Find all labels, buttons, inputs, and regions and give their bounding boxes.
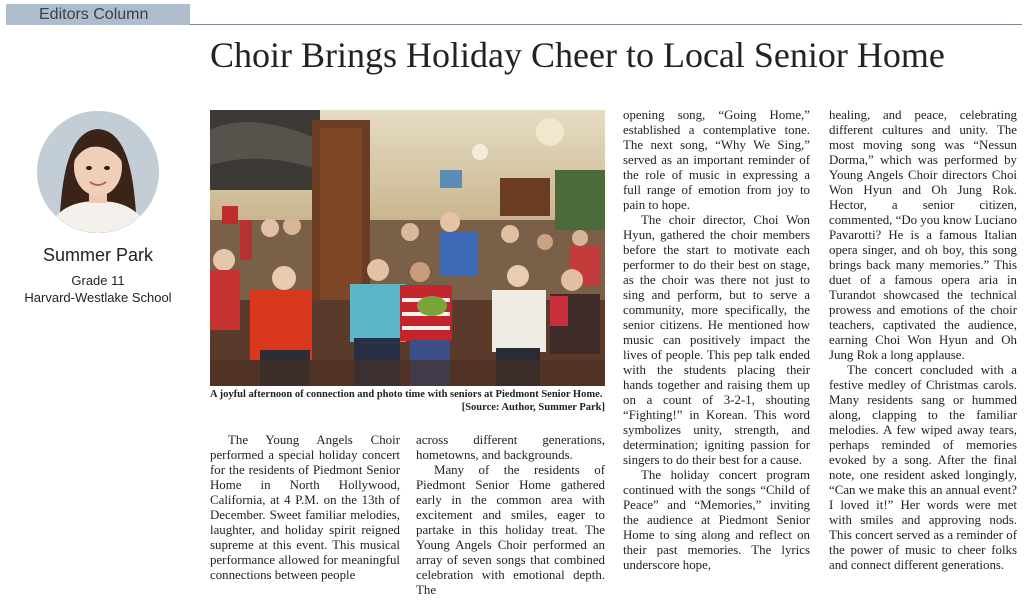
paragraph: Many of the residents of Piedmont Senior Home gathered early in the common area with excitement and smiles, eager to partake in this holiday treat. The Young Angels Choir performed an array of seven songs that combined celebration with emotional depth. The [416,463,605,597]
article-headline: Choir Brings Holiday Cheer to Local Senior Home [210,35,945,75]
paragraph: The concert concluded with a festive medley of Christmas carols. Many residents sang or hummed along, clapping to the familiar melodies. A few wiped away tears, perhaps reminded of memories evoked by a song. After the final note, one resident asked longingly, “Can we make this an annual event? I loved it!” Her words were met with smiles and approving nods. This concert served as a reminder of the power of music to cheer folks and connect different generations. [829,363,1017,572]
author-grade: Grade 11 [71,273,125,288]
paragraph: The choir director, Choi Won Hyun, gathered the choir members before the start to motivate each performer to do their best on stage, as the choir was there not just to sing and perform, but to serve a community, more specifically, the senior citizens. He mentioned how music can positively impact the lives of people. This pep talk ended with the students placing their hands together and raising them up on a count of 3-2-1, shouting “Fighting!” in Korean. This word symbolizes unity, strength, and determination; igniting passion for singers to do their best for a cause. [623,213,810,467]
article-photo [210,110,605,386]
photo-source: [Source: Author, Summer Park] [461,402,605,413]
paragraph: healing, and peace, celebrating different cultures and unity. The most moving song was “Nessun Dorma,” which was performed by Young Angels Choir directors Choi Won Hyun and Oh Jung Rok. Hector, a senior citizen, commented, “Do you know Luciano Pavarotti? He is a famous Italian opera singer, and oh boy, this song brings back many memories.” This duet of a famous opera aria in Turandot showcased the technical prowess and emotions of the choir teachers, captivated the audience, earning Choi Won Hyun and Oh Jung Rok a long applause. [829,108,1017,362]
author-school: Harvard-Westlake School [24,290,172,305]
article-column-2 [416,433,605,598]
article-column-4 [829,108,1017,573]
paragraph: opening song, “Going Home,” established a contemplative tone. The next song, “Why We Sing,” served as an important reminder of the role of music in expressing a full range of emotion from joy to pain to hope. [623,108,810,212]
header-rule [190,24,1022,25]
section-label: Editors Column [6,4,190,25]
author-avatar [37,111,159,233]
article-column-1 [210,433,400,583]
photo-caption-text: A joyful afternoon of connection and photo time with seniors at Piedmont Senior Home. [210,389,603,400]
photo-caption [210,388,605,413]
paragraph: across different generations, hometowns, and backgrounds. [416,433,605,462]
paragraph: The holiday concert program continued with the songs “Child of Peace” and “Memories,” inviting the audience at Piedmont Senior Home to sing along and reflect on their past memories. The lyrics underscore hope, [623,468,810,572]
author-name: Summer Park [42,245,154,265]
paragraph: The Young Angels Choir performed a special holiday concert for the residents of Piedmont Senior Home in North Hollywood, California, at 4 P.M. on the 13th of December. Sweet familiar melodies, laughter, and holiday spirit reigned supreme at this event. This musical performance allowed for meaningful connections between people [210,433,400,582]
article-column-3 [623,108,810,573]
